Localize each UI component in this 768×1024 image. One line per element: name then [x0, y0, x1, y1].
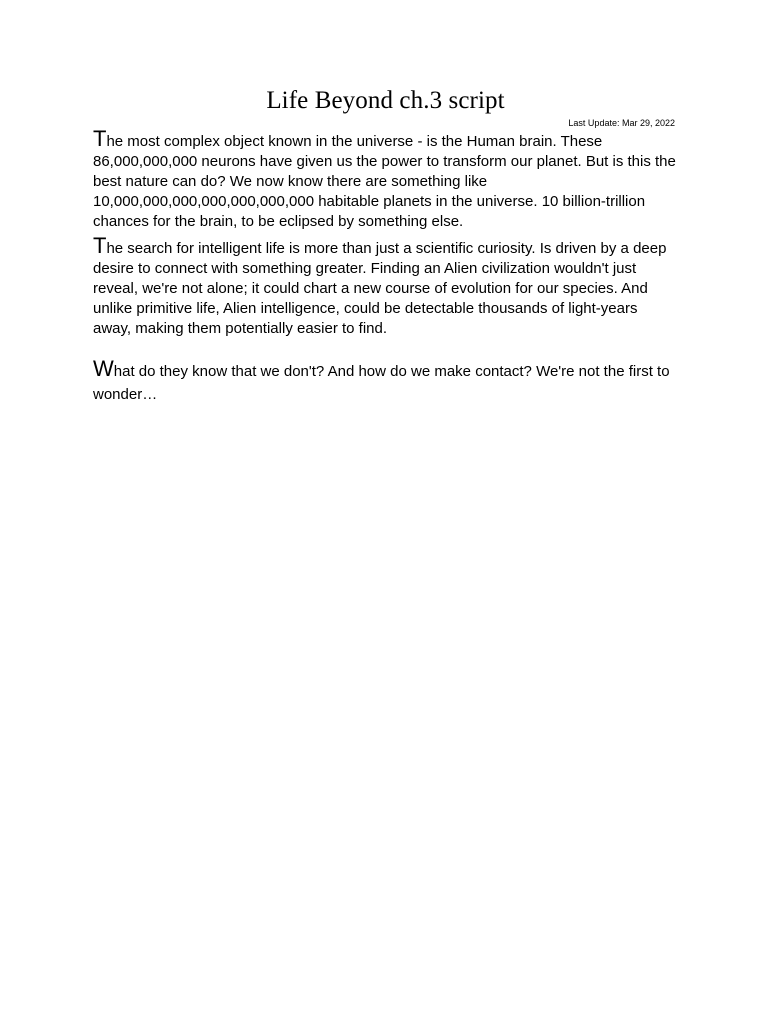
paragraph-2-text: he search for intelligent life is more than just a scientific curiosity. Is driven by a deep desire to connect with something greater. Finding an Alien civilization wouldn't just reveal, we're not alone; it could chart a new course of evolution for our species. And unlike primitive life, Alien intelligence, could be detectable thousands of light-years away, making them potentially easier to find.	[93, 240, 667, 337]
paragraph-3-text: hat do they know that we don't? And how do we make contact? We're not the first to wonder…	[93, 363, 670, 403]
paragraph-3	[93, 356, 678, 406]
paragraph-2	[93, 233, 678, 339]
document-page	[93, 0, 678, 406]
paragraph-1-initial: T	[93, 126, 107, 151]
paragraph-3-initial: W	[93, 356, 114, 381]
paragraph-1	[93, 126, 678, 232]
document-title: Life Beyond ch.3 script	[266, 87, 505, 114]
paragraph-1-text: he most complex object known in the universe - is the Human brain. These 86,000,000,000 neurons have given us the power to transform our planet. But is this the best nature can do? We now know there are something like 10,000,000,000,000,000,000,000 habitable planets in the universe. 10 billion-trillion chances for the brain, to be eclipsed by something else.	[93, 133, 676, 230]
last-update-text: Last Update: Mar 29, 2022	[568, 118, 675, 128]
paragraph-2-initial: T	[93, 233, 107, 258]
